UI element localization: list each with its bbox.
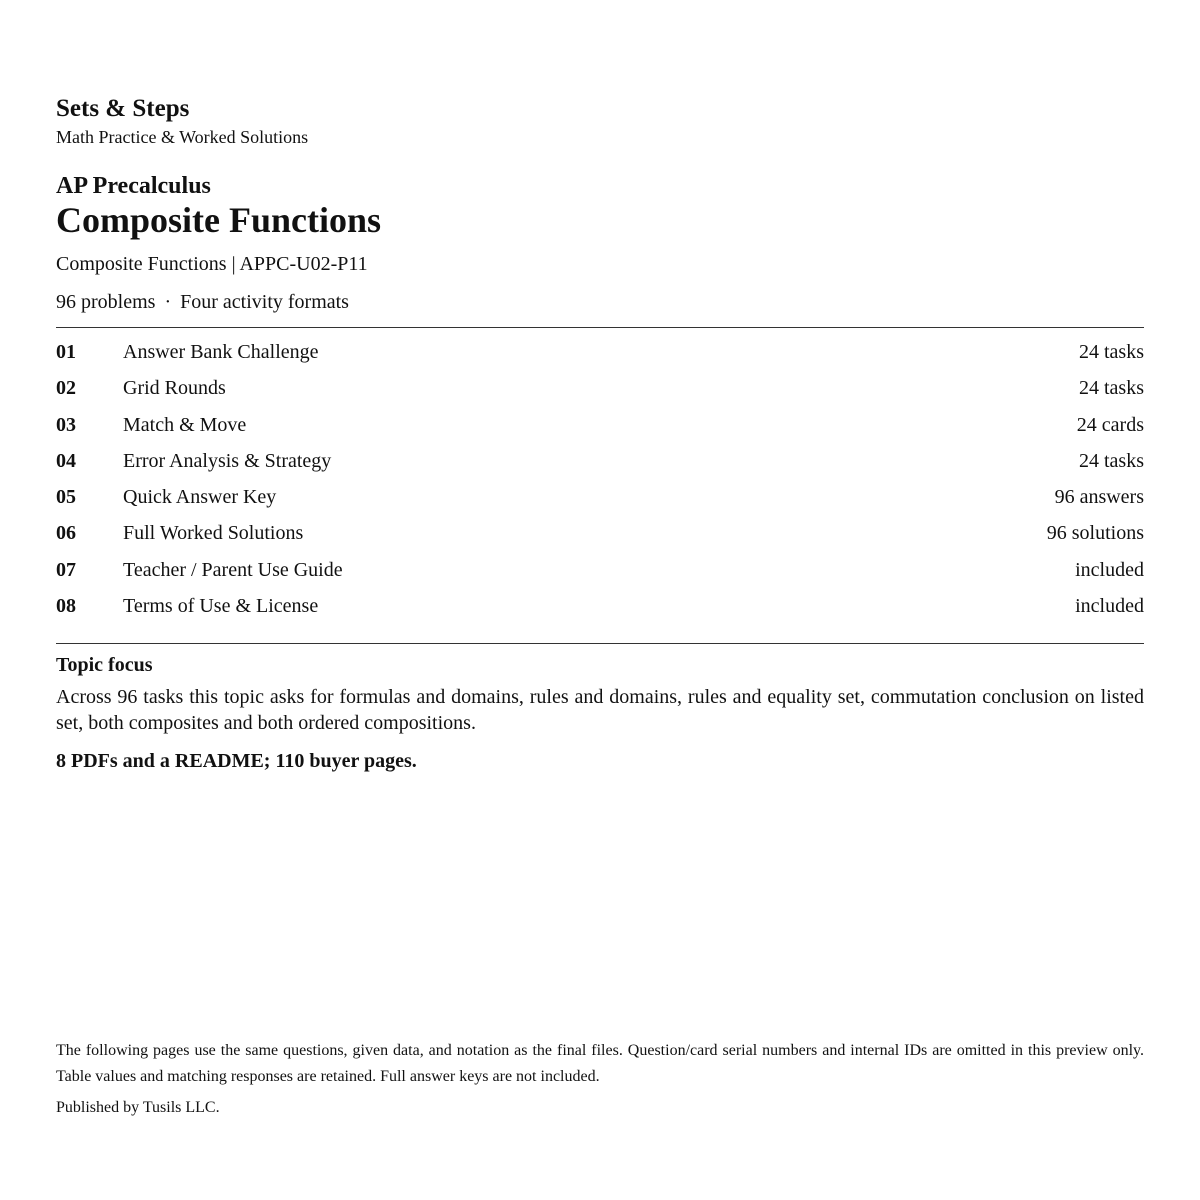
- contents-row-count: 96 answers: [1054, 486, 1144, 509]
- contents-row-number: 02: [56, 377, 76, 400]
- contents-row-label: Error Analysis & Strategy: [123, 449, 332, 472]
- contents-row: [56, 407, 1144, 443]
- contents-row-label: Grid Rounds: [123, 377, 226, 400]
- product-summary: [56, 290, 349, 314]
- topic-focus-heading: Topic focus: [56, 654, 153, 676]
- contents-row-count: 24 cards: [1076, 413, 1144, 436]
- preview-note: The following pages use the same questions, given data, and notation as the final files. Question/card serial numbers and internal IDs are omitted in this preview only. Table values and matching responses are retained. Full answer keys are not included.: [56, 1042, 1144, 1085]
- course-name: AP Precalculus: [56, 173, 211, 199]
- contents-row: [56, 443, 1144, 479]
- document-page: [56, 0, 1144, 1200]
- contents-row: [56, 588, 1144, 624]
- contents-row: [56, 515, 1144, 551]
- brand-tagline: Math Practice & Worked Solutions: [56, 127, 309, 147]
- contents-row-label: Match & Move: [123, 413, 247, 436]
- page-title: Composite Functions: [56, 200, 382, 240]
- contents-row-count: 24 tasks: [1079, 377, 1144, 400]
- contents-bottom-divider: [56, 643, 1144, 644]
- contents-row-number: 07: [56, 558, 76, 581]
- contents-row-number: 03: [56, 413, 76, 436]
- contents-row: [56, 552, 1144, 588]
- product-code-line: Composite Functions | APPC-U02-P11: [56, 253, 368, 275]
- contents-row-label: Teacher / Parent Use Guide: [123, 558, 343, 581]
- contents-row-count: included: [1075, 595, 1144, 618]
- contents-row-count: included: [1075, 558, 1144, 581]
- contents-row-count: 24 tasks: [1079, 449, 1144, 472]
- contents-row-number: 04: [56, 449, 76, 472]
- contents-top-divider: [56, 327, 1144, 328]
- contents-row-number: 01: [56, 341, 76, 363]
- topic-focus-body: Across 96 tasks this topic asks for formulas and domains, rules and domains, rules and equality set, commutation conclusion on listed set, both composites and both ordered compositions.: [56, 686, 1144, 734]
- format-count: Four activity formats: [180, 291, 349, 313]
- contents-row-label: Answer Bank Challenge: [123, 341, 319, 363]
- contents-row-number: 08: [56, 595, 76, 618]
- brand-name: Sets & Steps: [56, 95, 190, 122]
- contents-row-count: 96 solutions: [1046, 522, 1144, 545]
- contents-row-count: 24 tasks: [1079, 341, 1144, 363]
- contents-row-label: Terms of Use & License: [123, 595, 319, 618]
- contents-list: [56, 334, 1144, 624]
- contents-row: [56, 370, 1144, 406]
- contents-row-label: Full Worked Solutions: [123, 522, 304, 545]
- contents-row: [56, 479, 1144, 515]
- contents-row-number: 06: [56, 522, 76, 545]
- summary-separator: ·: [164, 291, 172, 313]
- contents-row: [56, 334, 1144, 370]
- files-summary: 8 PDFs and a README; 110 buyer pages.: [56, 750, 417, 772]
- publisher-line: Published by Tusils LLC.: [56, 1099, 220, 1116]
- contents-row-label: Quick Answer Key: [123, 486, 277, 509]
- contents-row-number: 05: [56, 486, 76, 509]
- problem-count: 96 problems: [56, 291, 156, 313]
